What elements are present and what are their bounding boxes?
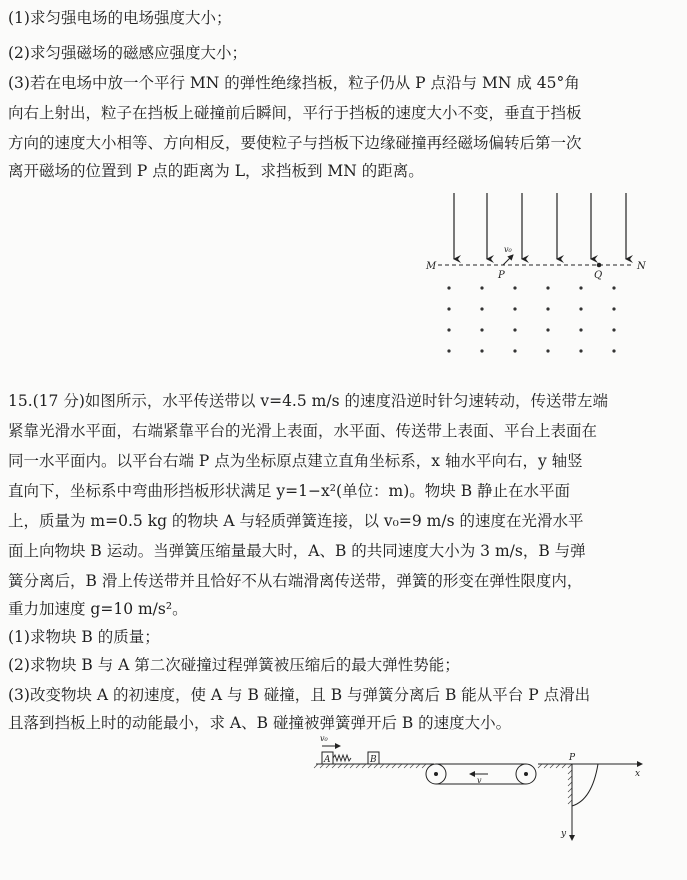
label-q: Q	[594, 270, 603, 281]
label-v: v	[477, 776, 482, 785]
q15-part1: (1)求物块 B 的质量；	[8, 628, 160, 646]
label-x: x	[635, 769, 641, 779]
q14-part2: (2)求匀强磁场的磁感应强度大小；	[8, 44, 247, 62]
label-v0: v₀	[504, 245, 512, 254]
field-diagram	[420, 185, 660, 360]
q14-part3-line1: (3)若在电场中放一个平行 MN 的弹性绝缘挡板，粒子仍从 P 点沿与 MN 成 45°角	[8, 74, 580, 92]
conveyor-diagram	[310, 728, 655, 878]
q15-line3: 同一水平面内。以平台右端 P 点为坐标原点建立直角坐标系，x 轴水平向右，y 轴竖	[8, 452, 583, 470]
label-p-fig2: P	[569, 753, 576, 763]
q14-part3-line4: 离开磁场的位置到 P 点的距离为 L，求挡板到 MN 的距离。	[8, 162, 424, 180]
spring	[333, 755, 351, 761]
q14-part1: (1)求匀强电场的电场强度大小；	[8, 9, 232, 27]
label-n: N	[637, 261, 646, 272]
bfield-dots	[447, 286, 615, 352]
q15-line8: 重力加速度 g=10 m/s²。	[8, 600, 188, 618]
label-b: B	[370, 755, 377, 765]
label-p: P	[498, 270, 505, 281]
q15-line7: 簧分离后，B 滑上传送带并且恰好不从右端滑离传送带，弹簧的形变在弹性限度内，	[8, 572, 583, 590]
label-y: y	[561, 829, 567, 839]
q15-part2: (2)求物块 B 与 A 第二次碰撞过程弹簧被压缩后的最大弹性势能；	[8, 656, 460, 674]
q15-line1: 15.(17 分)如图所示，水平传送带以 v=4.5 m/s 的速度沿逆时针匀速转动，传送带左端	[8, 392, 608, 410]
curved-baffle	[572, 764, 598, 806]
label-a: A	[324, 755, 331, 765]
q15-line2: 紧靠光滑水平面，右端紧靠平台的光滑上表面，水平面、传送带上表面、平台上表面在	[8, 422, 598, 440]
wall-hatch	[568, 770, 572, 804]
q15-part3-line1: (3)改变物块 A 的初速度，使 A 与 B 碰撞，且 B 与弹簧分离后 B 能从平台 P 点滑出	[8, 686, 591, 704]
label-m: M	[426, 261, 437, 272]
q15-part3-line2: 且落到挡板上时的动能最小，求 A、B 碰撞被弹簧弹开后 B 的速度大小。	[8, 714, 512, 732]
q15-line4: 直向下，坐标系中弯曲形挡板形状满足 y=1−x²(单位：m)。物块 B 静止在水平面	[8, 482, 571, 500]
label-v0-fig2: v₀	[320, 734, 328, 743]
platform-hatch	[538, 764, 572, 768]
q14-part3-line2: 向右上射出，粒子在挡板上碰撞前后瞬间，平行于挡板的速度大小不变，垂直于挡板	[8, 104, 582, 122]
velocity-v0-arrow	[503, 255, 513, 265]
q15-line6: 面上向物块 B 运动。当弹簧压缩量最大时，A、B 的共同速度大小为 3 m/s，B 与弹	[8, 542, 586, 560]
q14-part3-line3: 方向的速度大小相等、方向相反，要使粒子与挡板下边缘碰撞再经磁场偏转后第一次	[8, 134, 582, 152]
q15-line5: 上，质量为 m=0.5 kg 的物块 A 与轻质弹簧连接，以 v₀=9 m/s 的速度在光滑水平	[8, 512, 584, 530]
point-q	[597, 263, 602, 268]
